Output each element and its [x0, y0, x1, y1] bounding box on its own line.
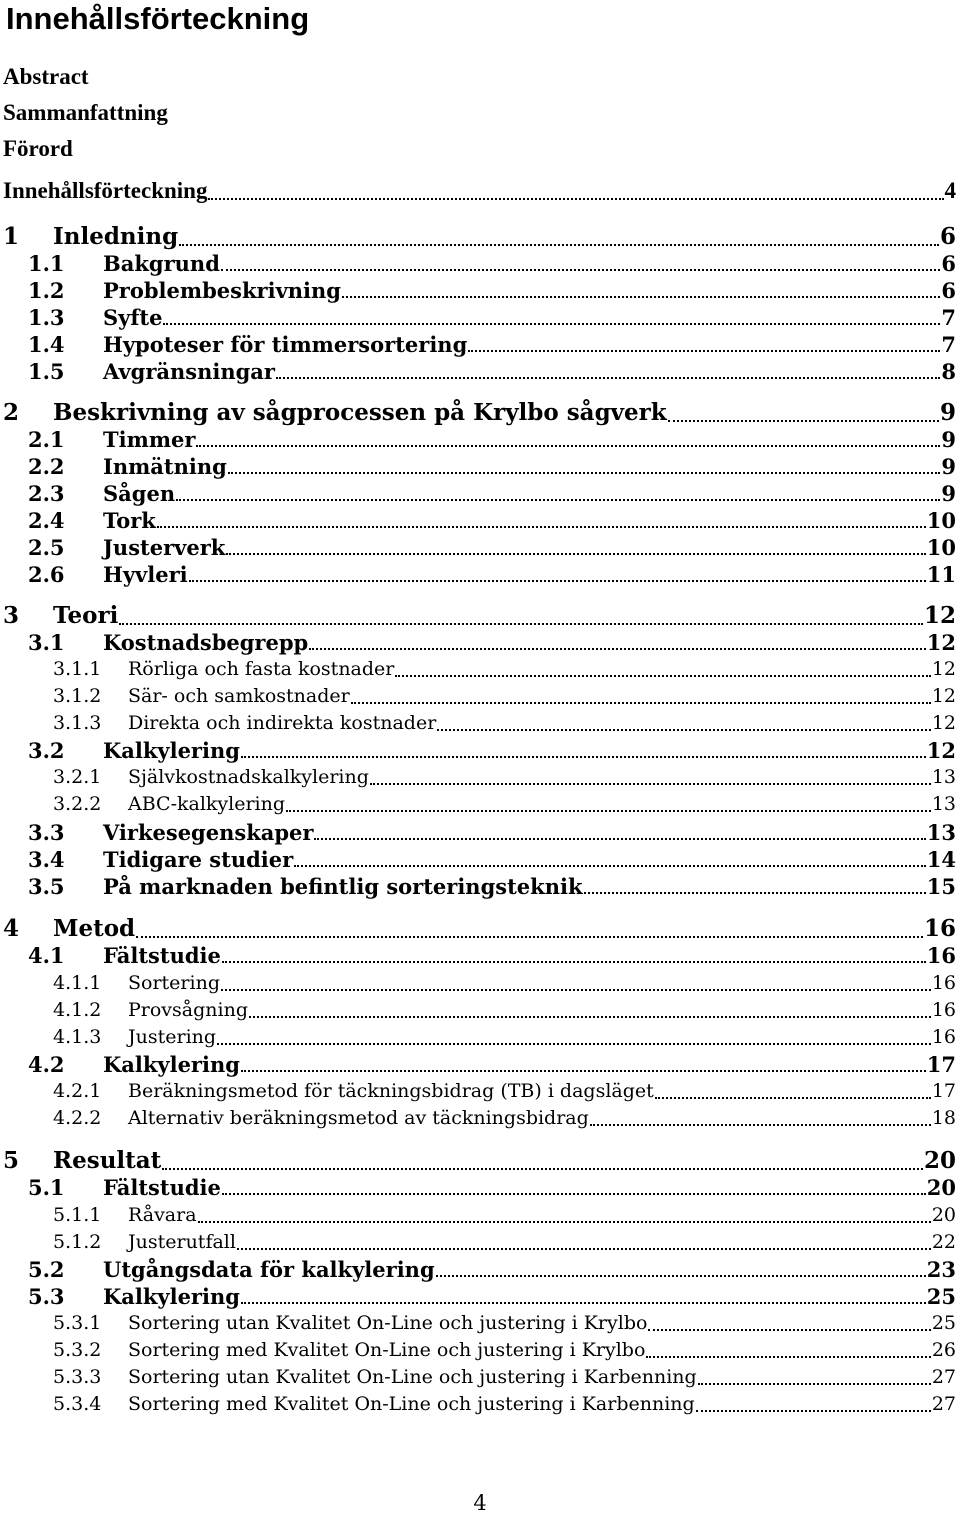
- toc-entry-label: Bakgrund: [103, 251, 220, 276]
- toc-entry[interactable]: [53, 1105, 956, 1132]
- toc-entry-page: 9: [939, 399, 956, 426]
- toc-entry-number: 3.4: [28, 847, 65, 872]
- front-matter-sammanfattning[interactable]: Sammanfattning: [3, 100, 168, 125]
- toc-entry-page: 27: [931, 1366, 956, 1388]
- toc-entry[interactable]: [53, 1310, 956, 1337]
- toc-entry[interactable]: [28, 507, 956, 534]
- toc-entry-page: 9: [941, 427, 956, 452]
- toc-entry[interactable]: [28, 737, 956, 764]
- toc-entry-label: Sortering utan Kvalitet On-Line och justering i Karbenning: [128, 1366, 697, 1388]
- toc-entry-page: 13: [931, 766, 956, 788]
- toc-entry-number: 3.2.1: [53, 766, 102, 788]
- toc-entry-page: 13: [931, 793, 956, 815]
- toc-entry-label: Justerutfall: [128, 1231, 236, 1253]
- toc-leader-dots: [189, 579, 926, 582]
- toc-entry-page: 16: [926, 943, 956, 968]
- toc-entry-number: 2: [3, 399, 20, 426]
- toc-entry-label: Beräkningsmetod för täckningsbidrag (TB) i dagsläget: [128, 1080, 654, 1102]
- toc-entry-page: 17: [926, 1052, 956, 1077]
- toc-entry-page: 8: [941, 359, 956, 384]
- toc-entry-label: Fältstudie: [103, 943, 221, 968]
- toc-leader-dots: [157, 525, 926, 528]
- toc-entry-number: 4.2.1: [53, 1080, 102, 1102]
- toc-entry-label: Syfte: [103, 305, 163, 330]
- toc-entry-number: 4.1.1: [53, 972, 102, 994]
- toc-entry[interactable]: [53, 1229, 956, 1256]
- toc-leader-dots: [342, 295, 940, 298]
- toc-entry-page: 12: [931, 685, 956, 707]
- toc-leader-dots: [221, 988, 931, 991]
- toc-entry-number: 4: [3, 915, 20, 942]
- toc-entry-page: 16: [931, 1026, 956, 1048]
- toc-entry-number: 5.2: [28, 1257, 65, 1282]
- toc-leader-dots: [162, 1167, 923, 1170]
- toc-entry-number: 3.1.3: [53, 712, 102, 734]
- toc-entry-label: Kostnadsbegrepp: [103, 630, 309, 655]
- toc-entry-number: 2.4: [28, 508, 65, 533]
- toc-entry-label: På marknaden befintlig sorteringsteknik: [103, 874, 583, 899]
- toc-entry-page: 16: [923, 915, 956, 942]
- toc-entry-number: 5: [3, 1147, 20, 1174]
- toc-entry-label: Hyvleri: [103, 562, 188, 587]
- toc-entry[interactable]: [28, 304, 956, 331]
- toc-entry-page: 13: [926, 820, 956, 845]
- toc-leader-dots: [655, 1096, 931, 1099]
- toc-entry[interactable]: [28, 819, 956, 846]
- toc-entry[interactable]: [28, 873, 956, 900]
- toc-entry-label: Alternativ beräkningsmetod av täckningsbidrag: [128, 1107, 589, 1129]
- toc-entry-number: 4.1: [28, 943, 65, 968]
- toc-leader-dots: [646, 1355, 930, 1358]
- front-matter-forord[interactable]: Förord: [3, 136, 73, 161]
- toc-entry-label: Sär- och samkostnader: [128, 685, 350, 707]
- toc-entry-number: 3: [3, 602, 20, 629]
- toc-entry-number: 2.2: [28, 454, 65, 479]
- toc-leader-dots: [237, 1247, 931, 1250]
- toc-leader-dots: [286, 809, 931, 812]
- toc-entry-label: Provsågning: [128, 999, 248, 1021]
- toc-entry-label: Rörliga och fasta kostnader: [128, 658, 395, 680]
- toc-entry-number: 3.5: [28, 874, 65, 899]
- toc-entry-number: 5.3.3: [53, 1366, 102, 1388]
- toc-entry[interactable]: [3, 398, 956, 428]
- toc-entry-label: Timmer: [103, 427, 196, 452]
- toc-entry[interactable]: [53, 764, 956, 791]
- toc-entry[interactable]: [53, 656, 956, 683]
- toc-entry[interactable]: [53, 1364, 956, 1391]
- toc-leader-dots: [226, 552, 925, 555]
- toc-entry[interactable]: [28, 250, 956, 277]
- toc-entry-number: 1.1: [28, 251, 65, 276]
- toc-entry-page: 20: [923, 1147, 956, 1174]
- toc-entry-label: Sortering med Kvalitet On-Line och justering i Karbenning: [128, 1393, 695, 1415]
- toc-leader-dots: [249, 1015, 931, 1018]
- toc-entry[interactable]: [28, 846, 956, 873]
- toc-entry-number: 3.3: [28, 820, 65, 845]
- toc-entry-number: 4.1.3: [53, 1026, 102, 1048]
- toc-entry-label: Sortering utan Kvalitet On-Line och justering i Krylbo: [128, 1312, 648, 1334]
- toc-entry[interactable]: [53, 791, 956, 818]
- toc-entry-label: Justering: [128, 1026, 217, 1048]
- toc-entry[interactable]: [3, 176, 956, 206]
- toc-leader-dots: [309, 647, 926, 650]
- toc-entry[interactable]: [28, 561, 956, 588]
- toc-entry-label: Råvara: [128, 1204, 197, 1226]
- toc-entry-label: Metod: [53, 915, 136, 942]
- toc-entry-label: Beskrivning av sågprocessen på Krylbo sågverk: [53, 399, 667, 426]
- toc-entry-label: Inmätning: [103, 454, 227, 479]
- toc-entry-page: 20: [926, 1175, 956, 1200]
- toc-entry[interactable]: [28, 1283, 956, 1310]
- toc-entry-label: Tork: [103, 508, 156, 533]
- toc-entry-label: Kalkylering: [103, 1052, 240, 1077]
- toc-entry-label: Resultat: [53, 1147, 162, 1174]
- toc-entry[interactable]: [28, 480, 956, 507]
- toc-leader-dots: [222, 960, 926, 963]
- toc-entry-label: Teori: [53, 602, 119, 629]
- toc-entry-label: Direkta och indirekta kostnader: [128, 712, 437, 734]
- toc-entry-label: Virkesegenskaper: [103, 820, 314, 845]
- toc-entry-page: 12: [926, 738, 956, 763]
- toc-leader-dots: [222, 1192, 926, 1195]
- toc-entry-page: 10: [926, 508, 956, 533]
- toc-entry-label: Problembeskrivning: [103, 278, 341, 303]
- toc-entry-number: 1.5: [28, 359, 65, 384]
- toc-entry[interactable]: [3, 914, 956, 944]
- toc-leader-dots: [241, 1301, 926, 1304]
- toc-entry-label: Kalkylering: [103, 738, 240, 763]
- toc-leader-dots: [696, 1409, 931, 1412]
- toc-entry[interactable]: [3, 222, 956, 252]
- toc-entry-page: 9: [941, 481, 956, 506]
- toc-entry-number: 5.3: [28, 1284, 65, 1309]
- toc-entry-label: Kalkylering: [103, 1284, 240, 1309]
- toc-leader-dots: [468, 349, 940, 352]
- toc-entry[interactable]: [53, 970, 956, 997]
- toc-entry-page: 15: [926, 874, 956, 899]
- toc-leader-dots: [590, 1123, 931, 1126]
- toc-entry-page: 25: [926, 1284, 956, 1309]
- toc-entry[interactable]: [28, 277, 956, 304]
- toc-entry[interactable]: [3, 601, 956, 631]
- toc-leader-dots: [668, 419, 939, 422]
- toc-entry-page: 22: [931, 1231, 956, 1253]
- toc-leader-dots: [241, 755, 926, 758]
- toc-entry-number: 2.6: [28, 562, 65, 587]
- toc-entry-page: 12: [926, 630, 956, 655]
- toc-entry-number: 5.3.2: [53, 1339, 102, 1361]
- toc-leader-dots: [208, 197, 943, 200]
- toc-entry-page: 6: [939, 223, 956, 250]
- toc-entry-number: 4.2: [28, 1052, 65, 1077]
- toc-entry-page: 17: [931, 1080, 956, 1102]
- toc-leader-dots: [314, 837, 925, 840]
- toc-entry-label: Sågen: [103, 481, 176, 506]
- toc-entry[interactable]: [28, 1256, 956, 1283]
- toc-entry-number: 4.2.2: [53, 1107, 102, 1129]
- toc-entry-page: 10: [926, 535, 956, 560]
- toc-entry[interactable]: [3, 1146, 956, 1176]
- toc-entry[interactable]: [53, 710, 956, 737]
- toc-entry-number: 2.1: [28, 427, 65, 452]
- toc-leader-dots: [198, 1220, 931, 1223]
- toc-leader-dots: [276, 376, 940, 379]
- toc-entry-number: 5.3.1: [53, 1312, 102, 1334]
- toc-entry[interactable]: [53, 1024, 956, 1051]
- toc-entry-page: 14: [926, 847, 956, 872]
- toc-entry-page: 16: [931, 999, 956, 1021]
- toc-leader-dots: [584, 891, 926, 894]
- toc-leader-dots: [436, 1274, 926, 1277]
- toc-entry[interactable]: [28, 1174, 956, 1201]
- toc-leader-dots: [294, 864, 926, 867]
- toc-entry-number: 2.5: [28, 535, 65, 560]
- toc-entry-label: Inledning: [53, 223, 179, 250]
- toc-entry-number: 3.2: [28, 738, 65, 763]
- toc-entry-number: 1: [3, 223, 20, 250]
- toc-entry[interactable]: [28, 1051, 956, 1078]
- toc-leader-dots: [698, 1382, 931, 1385]
- toc-entry-page: 7: [941, 332, 956, 357]
- toc-entry[interactable]: [53, 683, 956, 710]
- toc-leader-dots: [217, 1042, 931, 1045]
- toc-entry-number: 1.3: [28, 305, 65, 330]
- page-number: 4: [473, 1491, 487, 1515]
- toc-entry-page: 4: [944, 178, 956, 203]
- toc-entry-page: 25: [931, 1312, 956, 1334]
- toc-entry-number: 5.1: [28, 1175, 65, 1200]
- toc-entry-label: Sortering med Kvalitet On-Line och justering i Krylbo: [128, 1339, 646, 1361]
- toc-entry-label: Avgränsningar: [103, 359, 275, 384]
- toc-leader-dots: [196, 444, 940, 447]
- page-title: Innehållsförteckning: [6, 1, 310, 36]
- toc-entry-page: 7: [941, 305, 956, 330]
- toc-leader-dots: [221, 268, 941, 271]
- toc-entry-label: ABC-kalkylering: [128, 793, 286, 815]
- toc-leader-dots: [228, 471, 941, 474]
- toc-entry-page: 6: [941, 278, 956, 303]
- toc-entry-page: 6: [941, 251, 956, 276]
- toc-entry-number: 3.1: [28, 630, 65, 655]
- toc-entry[interactable]: [53, 997, 956, 1024]
- toc-entry-page: 20: [931, 1204, 956, 1226]
- front-matter-abstract[interactable]: Abstract: [3, 64, 89, 89]
- toc-entry[interactable]: [53, 1337, 956, 1364]
- toc-entry-label: Utgångsdata för kalkylering: [103, 1257, 435, 1282]
- toc-leader-dots: [241, 1069, 926, 1072]
- toc-entry-label: Fältstudie: [103, 1175, 221, 1200]
- toc-leader-dots: [163, 322, 940, 325]
- toc-entry-page: 12: [923, 602, 956, 629]
- toc-entry[interactable]: [53, 1391, 956, 1418]
- toc-leader-dots: [179, 243, 939, 246]
- toc-entry[interactable]: [28, 942, 956, 969]
- toc-entry-page: 26: [931, 1339, 956, 1361]
- toc-entry-page: 12: [931, 712, 956, 734]
- toc-entry-number: 3.1.2: [53, 685, 102, 707]
- toc-entry-number: 1.4: [28, 332, 65, 357]
- toc-entry-page: 12: [931, 658, 956, 680]
- toc-leader-dots: [395, 674, 930, 677]
- toc-entry-number: 5.1.1: [53, 1204, 102, 1226]
- toc-leader-dots: [176, 498, 940, 501]
- toc-leader-dots: [648, 1328, 930, 1331]
- toc-entry-label: Hypoteser för timmersortering: [103, 332, 468, 357]
- toc-entry-label: Justerverk: [103, 535, 226, 560]
- toc-leader-dots: [136, 935, 923, 938]
- toc-entry[interactable]: [53, 1202, 956, 1229]
- toc-entry-number: 3.2.2: [53, 793, 102, 815]
- toc-entry-number: 1.2: [28, 278, 65, 303]
- toc-entry-page: 27: [931, 1393, 956, 1415]
- toc-entry-label: Tidigare studier: [103, 847, 294, 872]
- toc-leader-dots: [370, 782, 931, 785]
- toc-entry[interactable]: [53, 1078, 956, 1105]
- toc-entry-number: 4.1.2: [53, 999, 102, 1021]
- toc-entry-label: Självkostnadskalkylering: [128, 766, 369, 788]
- toc-entry[interactable]: [28, 453, 956, 480]
- toc-entry-number: 2.3: [28, 481, 65, 506]
- toc-entry-page: 18: [931, 1107, 956, 1129]
- toc-entry-number: 3.1.1: [53, 658, 102, 680]
- toc-entry[interactable]: [28, 426, 956, 453]
- toc-entry-page: 9: [941, 454, 956, 479]
- toc-entry-number: 5.3.4: [53, 1393, 102, 1415]
- toc-entry-number: 5.1.2: [53, 1231, 102, 1253]
- toc-leader-dots: [119, 622, 923, 625]
- toc-entry[interactable]: [28, 629, 956, 656]
- toc-entry[interactable]: [28, 331, 956, 358]
- toc-leader-dots: [437, 728, 931, 731]
- toc-entry-page: 11: [926, 562, 956, 587]
- toc-entry-label: Sortering: [128, 972, 220, 994]
- toc-entry[interactable]: [28, 358, 956, 385]
- toc-entry-page: 23: [926, 1257, 956, 1282]
- toc-entry-label: Innehållsförteckning: [3, 178, 208, 203]
- toc-entry[interactable]: [28, 534, 956, 561]
- toc-entry-page: 16: [931, 972, 956, 994]
- toc-leader-dots: [351, 701, 931, 704]
